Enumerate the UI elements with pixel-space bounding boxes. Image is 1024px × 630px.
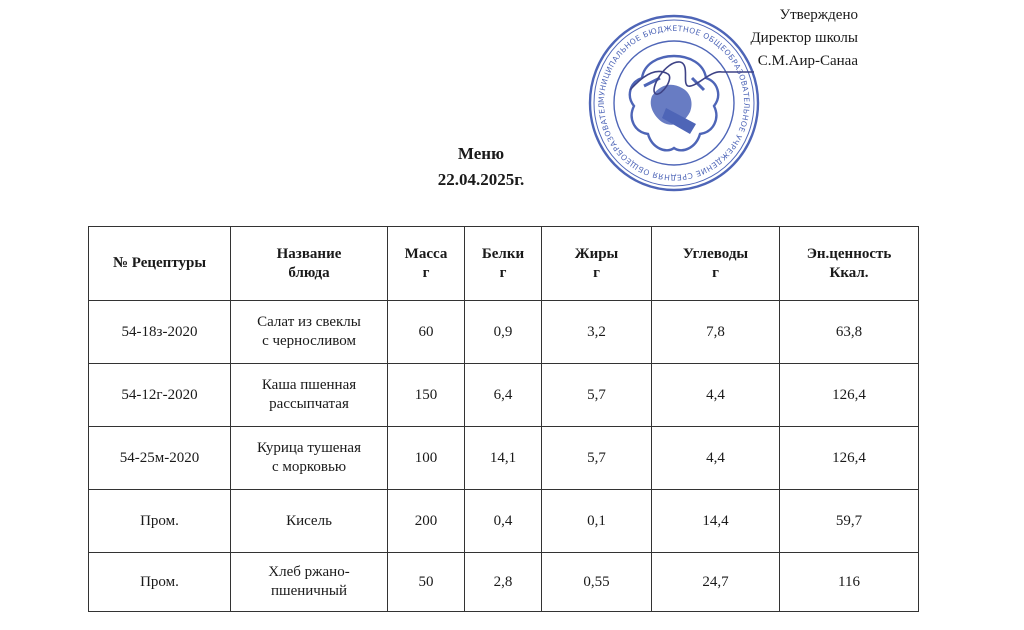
cell-proteins: 0,9 <box>465 301 542 364</box>
cell-recipe: 54-18з-2020 <box>89 301 231 364</box>
cell-energy: 63,8 <box>780 301 919 364</box>
cell-dish: Хлеб ржано- пшеничный <box>231 553 388 612</box>
cell-carbohydrates: 4,4 <box>652 364 780 427</box>
approval-position: Директор школы <box>750 30 858 46</box>
table-row <box>89 553 919 612</box>
cell-recipe: 54-12г-2020 <box>89 364 231 427</box>
table-row <box>89 364 919 427</box>
cell-carbohydrates: 24,7 <box>652 553 780 612</box>
page-title <box>381 141 581 193</box>
header-proteins: Белки г <box>465 227 542 301</box>
cell-fats: 0,1 <box>542 490 652 553</box>
header-carbohydrates: Углеводы г <box>652 227 780 301</box>
cell-mass: 50 <box>388 553 465 612</box>
table-header-row <box>89 227 919 301</box>
cell-proteins: 6,4 <box>465 364 542 427</box>
cell-proteins: 14,1 <box>465 427 542 490</box>
cell-dish: Салат из свеклы с черносливом <box>231 301 388 364</box>
cell-proteins: 0,4 <box>465 490 542 553</box>
cell-energy: 126,4 <box>780 364 919 427</box>
cell-mass: 200 <box>388 490 465 553</box>
cell-fats: 5,7 <box>542 364 652 427</box>
header-recipe-number: № Рецептуры <box>89 227 231 301</box>
cell-dish: Каша пшенная рассыпчатая <box>231 364 388 427</box>
cell-mass: 100 <box>388 427 465 490</box>
cell-carbohydrates: 4,4 <box>652 427 780 490</box>
cell-proteins: 2,8 <box>465 553 542 612</box>
approval-block <box>750 4 858 73</box>
menu-heading: Меню <box>457 144 505 163</box>
table-row <box>89 301 919 364</box>
table-row <box>89 490 919 553</box>
cell-carbohydrates: 14,4 <box>652 490 780 553</box>
header-energy-value: Эн.ценность Ккал. <box>780 227 919 301</box>
cell-fats: 0,55 <box>542 553 652 612</box>
table-row <box>89 427 919 490</box>
header-fats: Жиры г <box>542 227 652 301</box>
cell-recipe: 54-25м-2020 <box>89 427 231 490</box>
cell-fats: 5,7 <box>542 427 652 490</box>
official-stamp <box>586 12 762 194</box>
cell-energy: 116 <box>780 553 919 612</box>
header-dish-name: Название блюда <box>231 227 388 301</box>
cell-energy: 59,7 <box>780 490 919 553</box>
cell-recipe: Пром. <box>89 553 231 612</box>
header-mass: Масса г <box>388 227 465 301</box>
approval-label: Утверждено <box>779 7 858 23</box>
stamp-text: МУНИЦИПАЛЬНОЕ БЮДЖЕТНОЕ ОБЩЕОБРАЗОВАТЕЛЬНОЕ УЧРЕЖДЕНИЕ СРЕДНЯЯ ОБЩЕОБРАЗОВАТЕЛ <box>596 23 752 183</box>
approval-signatory: С.М.Аир-Санаа <box>757 53 858 69</box>
cell-energy: 126,4 <box>780 427 919 490</box>
cell-dish: Курица тушеная с морковью <box>231 427 388 490</box>
menu-date: 22.04.2025г. <box>437 170 525 189</box>
cell-carbohydrates: 7,8 <box>652 301 780 364</box>
cell-fats: 3,2 <box>542 301 652 364</box>
stamp-seal-icon <box>586 12 762 194</box>
menu-table <box>88 226 919 612</box>
cell-recipe: Пром. <box>89 490 231 553</box>
cell-mass: 60 <box>388 301 465 364</box>
cell-mass: 150 <box>388 364 465 427</box>
cell-dish: Кисель <box>231 490 388 553</box>
